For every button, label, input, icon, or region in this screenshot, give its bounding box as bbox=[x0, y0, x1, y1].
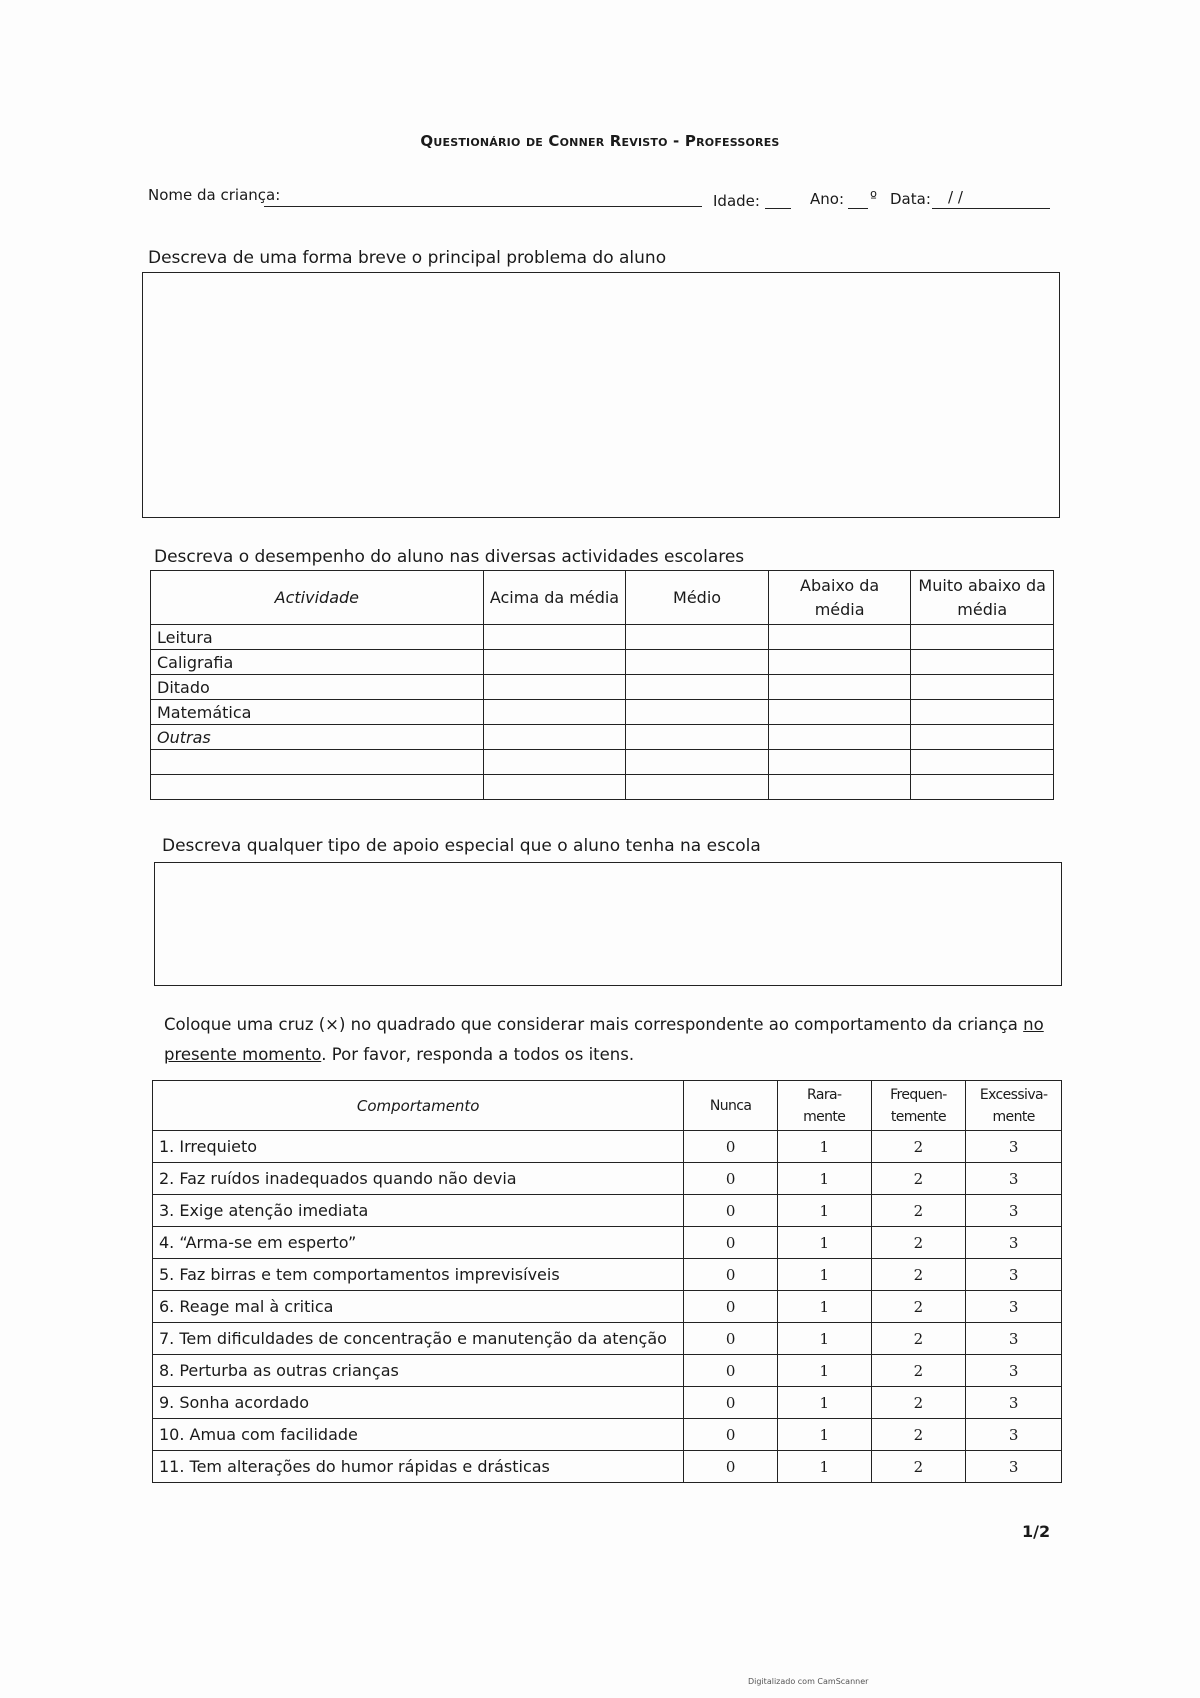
rating-cell[interactable] bbox=[626, 625, 769, 650]
table-row bbox=[153, 1131, 1062, 1163]
behaviour-item-label: 10. Amua com facilidade bbox=[153, 1419, 684, 1451]
performance-table bbox=[150, 570, 1054, 800]
age-field[interactable] bbox=[765, 208, 791, 209]
rating-cell[interactable] bbox=[483, 700, 626, 725]
scale-option-0[interactable]: 0 bbox=[684, 1291, 778, 1323]
table-row bbox=[153, 1195, 1062, 1227]
table-row bbox=[151, 650, 1054, 675]
scale-option-3[interactable]: 3 bbox=[966, 1355, 1062, 1387]
scale-option-1[interactable]: 1 bbox=[777, 1195, 871, 1227]
scale-option-2[interactable]: 2 bbox=[871, 1387, 966, 1419]
table-row bbox=[153, 1259, 1062, 1291]
table-row bbox=[151, 700, 1054, 725]
rating-cell[interactable] bbox=[483, 775, 626, 800]
table-row bbox=[151, 725, 1054, 750]
header-below-average: Abaixo da média bbox=[768, 571, 911, 625]
scale-option-3[interactable]: 3 bbox=[966, 1291, 1062, 1323]
scale-option-2[interactable]: 2 bbox=[871, 1355, 966, 1387]
activity-cell: Leitura bbox=[151, 625, 484, 650]
activity-cell: Matemática bbox=[151, 700, 484, 725]
rating-cell[interactable] bbox=[768, 725, 911, 750]
header-behaviour: Comportamento bbox=[153, 1081, 684, 1131]
activity-cell: Ditado bbox=[151, 675, 484, 700]
table-row bbox=[153, 1355, 1062, 1387]
scale-option-3[interactable]: 3 bbox=[966, 1387, 1062, 1419]
header-rarely-line2: mente bbox=[803, 1108, 846, 1125]
rating-cell[interactable] bbox=[768, 775, 911, 800]
scale-option-2[interactable]: 2 bbox=[871, 1259, 966, 1291]
behaviour-item-label: 9. Sonha acordado bbox=[153, 1387, 684, 1419]
instruction-text bbox=[164, 1010, 1064, 1070]
behaviour-item-label: 1. Irrequieto bbox=[153, 1131, 684, 1163]
rating-cell[interactable] bbox=[768, 650, 911, 675]
date-separators: / / bbox=[948, 188, 963, 206]
instruction-underlined-2: presente momento bbox=[164, 1045, 322, 1064]
year-suffix: º bbox=[870, 188, 878, 206]
rating-cell[interactable] bbox=[626, 650, 769, 675]
rating-cell[interactable] bbox=[483, 650, 626, 675]
table-row bbox=[151, 675, 1054, 700]
behaviour-item-label: 2. Faz ruídos inadequados quando não devia bbox=[153, 1163, 684, 1195]
scale-option-3[interactable]: 3 bbox=[966, 1131, 1062, 1163]
rating-cell[interactable] bbox=[626, 700, 769, 725]
performance-label: Descreva o desempenho do aluno nas diversas actividades escolares bbox=[154, 547, 745, 567]
scale-option-3[interactable]: 3 bbox=[966, 1259, 1062, 1291]
table-row bbox=[153, 1291, 1062, 1323]
scale-option-2[interactable]: 2 bbox=[871, 1419, 966, 1451]
scale-option-1[interactable]: 1 bbox=[777, 1259, 871, 1291]
header-frequently bbox=[871, 1081, 966, 1131]
document-title: Questionário de Conner Revisto - Professores bbox=[420, 132, 780, 150]
scale-option-0[interactable]: 0 bbox=[684, 1419, 778, 1451]
rating-cell[interactable] bbox=[911, 650, 1054, 675]
scanner-footer: Digitalizado com CamScanner bbox=[748, 1677, 869, 1686]
scale-option-2[interactable]: 2 bbox=[871, 1195, 966, 1227]
behaviour-item-label: 8. Perturba as outras crianças bbox=[153, 1355, 684, 1387]
rating-cell[interactable] bbox=[483, 675, 626, 700]
table-row bbox=[153, 1387, 1062, 1419]
rating-cell[interactable] bbox=[483, 725, 626, 750]
scale-option-1[interactable]: 1 bbox=[777, 1227, 871, 1259]
header-frequently-line2: temente bbox=[890, 1108, 946, 1125]
header-excessively-line2: mente bbox=[992, 1108, 1035, 1125]
table-row bbox=[153, 1163, 1062, 1195]
table-row bbox=[153, 1323, 1062, 1355]
behaviour-item-label: 7. Tem dificuldades de concentração e manutenção da atenção bbox=[153, 1323, 684, 1355]
rating-cell[interactable] bbox=[911, 775, 1054, 800]
instruction-part1: Coloque uma cruz (×) no quadrado que considerar mais correspondente ao comportamento da criança bbox=[164, 1015, 1024, 1034]
rating-cell[interactable] bbox=[911, 625, 1054, 650]
scale-option-3[interactable]: 3 bbox=[966, 1163, 1062, 1195]
rating-cell[interactable] bbox=[626, 675, 769, 700]
rating-cell[interactable] bbox=[911, 700, 1054, 725]
activity-cell[interactable] bbox=[151, 775, 484, 800]
instruction-part2: . Por favor, responda a todos os itens. bbox=[321, 1045, 635, 1064]
date-field[interactable] bbox=[932, 208, 1050, 209]
scale-option-1[interactable]: 1 bbox=[777, 1451, 871, 1483]
behaviour-table bbox=[152, 1080, 1062, 1483]
scale-option-1[interactable]: 1 bbox=[777, 1387, 871, 1419]
table-row bbox=[151, 750, 1054, 775]
scale-option-0[interactable]: 0 bbox=[684, 1163, 778, 1195]
rating-cell[interactable] bbox=[768, 675, 911, 700]
header-well-below-average: Muito abaixo da média bbox=[911, 571, 1054, 625]
scale-option-0[interactable]: 0 bbox=[684, 1451, 778, 1483]
rating-cell[interactable] bbox=[483, 750, 626, 775]
scale-option-0[interactable]: 0 bbox=[684, 1259, 778, 1291]
scale-option-0[interactable]: 0 bbox=[684, 1131, 778, 1163]
activity-cell: Outras bbox=[151, 725, 484, 750]
scale-option-1[interactable]: 1 bbox=[777, 1131, 871, 1163]
scale-option-2[interactable]: 2 bbox=[871, 1451, 966, 1483]
scale-option-3[interactable]: 3 bbox=[966, 1419, 1062, 1451]
header-never: Nunca bbox=[684, 1081, 778, 1131]
scale-option-2[interactable]: 2 bbox=[871, 1323, 966, 1355]
scale-option-1[interactable]: 1 bbox=[777, 1291, 871, 1323]
scale-option-1[interactable]: 1 bbox=[777, 1419, 871, 1451]
rating-cell[interactable] bbox=[626, 775, 769, 800]
support-textarea[interactable] bbox=[154, 862, 1062, 986]
header-activity: Actividade bbox=[151, 571, 484, 625]
rating-cell[interactable] bbox=[768, 750, 911, 775]
name-label: Nome da criança: bbox=[148, 186, 281, 204]
scale-option-3[interactable]: 3 bbox=[966, 1195, 1062, 1227]
rating-cell[interactable] bbox=[911, 725, 1054, 750]
rating-cell[interactable] bbox=[626, 725, 769, 750]
year-field[interactable] bbox=[848, 208, 868, 209]
support-label: Descreva qualquer tipo de apoio especial que o aluno tenha na escola bbox=[162, 836, 761, 856]
header-above-average: Acima da média bbox=[483, 571, 626, 625]
behaviour-item-label: 4. “Arma-se em esperto” bbox=[153, 1227, 684, 1259]
header-frequently-line1: Frequen- bbox=[890, 1086, 947, 1103]
header-excessively bbox=[966, 1081, 1062, 1131]
behaviour-item-label: 11. Tem alterações do humor rápidas e drásticas bbox=[153, 1451, 684, 1483]
scale-option-2[interactable]: 2 bbox=[871, 1227, 966, 1259]
rating-cell[interactable] bbox=[768, 700, 911, 725]
problem-textarea[interactable] bbox=[142, 272, 1060, 518]
scale-option-1[interactable]: 1 bbox=[777, 1355, 871, 1387]
table-row bbox=[153, 1451, 1062, 1483]
scale-option-2[interactable]: 2 bbox=[871, 1163, 966, 1195]
header-rarely bbox=[777, 1081, 871, 1131]
name-field[interactable] bbox=[264, 206, 702, 207]
child-info-row bbox=[148, 188, 1053, 214]
scale-option-3[interactable]: 3 bbox=[966, 1227, 1062, 1259]
header-average: Médio bbox=[626, 571, 769, 625]
problem-label: Descreva de uma forma breve o principal problema do aluno bbox=[148, 248, 667, 268]
scale-option-2[interactable]: 2 bbox=[871, 1131, 966, 1163]
table-row bbox=[151, 625, 1054, 650]
page-number: 1/2 bbox=[1022, 1522, 1051, 1541]
rating-cell[interactable] bbox=[911, 750, 1054, 775]
instruction-underlined-1: no bbox=[1023, 1015, 1044, 1034]
rating-cell[interactable] bbox=[768, 625, 911, 650]
date-label: Data: bbox=[890, 190, 931, 208]
behaviour-item-label: 5. Faz birras e tem comportamentos imprevisíveis bbox=[153, 1259, 684, 1291]
header-excessively-line1: Excessiva- bbox=[979, 1086, 1048, 1103]
scale-option-0[interactable]: 0 bbox=[684, 1387, 778, 1419]
behaviour-item-label: 3. Exige atenção imediata bbox=[153, 1195, 684, 1227]
scale-option-0[interactable]: 0 bbox=[684, 1227, 778, 1259]
rating-cell[interactable] bbox=[483, 625, 626, 650]
activity-cell[interactable] bbox=[151, 750, 484, 775]
activity-cell: Caligrafia bbox=[151, 650, 484, 675]
scale-option-0[interactable]: 0 bbox=[684, 1195, 778, 1227]
rating-cell[interactable] bbox=[911, 675, 1054, 700]
scale-option-3[interactable]: 3 bbox=[966, 1323, 1062, 1355]
behaviour-item-label: 6. Reage mal à critica bbox=[153, 1291, 684, 1323]
scale-option-0[interactable]: 0 bbox=[684, 1355, 778, 1387]
scale-option-0[interactable]: 0 bbox=[684, 1323, 778, 1355]
scale-option-2[interactable]: 2 bbox=[871, 1291, 966, 1323]
age-label: Idade: bbox=[713, 192, 760, 210]
scale-option-3[interactable]: 3 bbox=[966, 1451, 1062, 1483]
scale-option-1[interactable]: 1 bbox=[777, 1163, 871, 1195]
rating-cell[interactable] bbox=[626, 750, 769, 775]
scale-option-1[interactable]: 1 bbox=[777, 1323, 871, 1355]
header-rarely-line1: Rara- bbox=[807, 1086, 842, 1103]
table-row bbox=[153, 1419, 1062, 1451]
table-row bbox=[151, 775, 1054, 800]
year-label: Ano: bbox=[810, 190, 844, 208]
table-row bbox=[153, 1227, 1062, 1259]
